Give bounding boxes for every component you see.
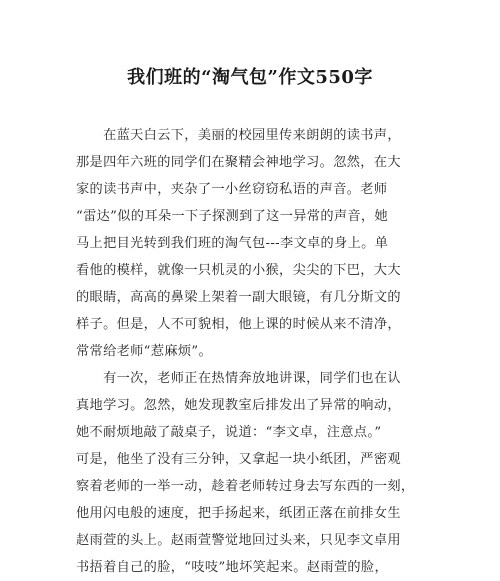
body-line: 看他的模样，就像一只机灵的小猴，尖尖的下巴，大大 [76, 263, 401, 278]
body-line: “雷达”似的耳朵一下子探测到了这一异常的声音，她 [76, 209, 389, 224]
body-line: 样子。但是，人不可貌相，他上课的时候从来不清净， [76, 317, 401, 332]
body-line: 的眼睛，高高的鼻梁上架着一副大眼镜，有几分斯文的 [76, 290, 401, 305]
article-body [76, 122, 416, 581]
body-line: 他用闪电般的速度，把手扬起来，纸团正落在前排女生 [76, 506, 401, 521]
body-line: 常常给老师“惹麻烦”。 [76, 344, 213, 359]
body-line: 在蓝天白云下，美丽的校园里传来朗朗的读书声， [76, 128, 401, 143]
article-title: 我们班的“淘气包”作文550字 [127, 67, 373, 88]
body-line: 马上把目光转到我们班的淘气包---李文卓的身上。单 [76, 236, 389, 251]
body-line: 书捂着自己的脸，“吱吱”地坏笑起来。赵雨萱的脸， [76, 560, 389, 575]
body-line: 真地学习。忽然，她发现教室后排发出了异常的响动， [76, 398, 401, 413]
body-line: 有一次，老师正在热情奔放地讲课，同学们也在认 [76, 371, 401, 386]
body-line: 她不耐烦地敲了敲桌子，说道：“李文卓，注意点。” [76, 425, 382, 440]
body-line: 那是四年六班的同学们在聚精会神地学习。忽然，在大 [76, 155, 401, 170]
body-line: 可是，他坐了没有三分钟，又拿起一块小纸团，严密观 [76, 452, 401, 467]
body-line: 赵雨萱的头上。赵雨萱警觉地回过头来，只见李文卓用 [76, 533, 401, 548]
body-line: 察着老师的一举一动，趁着老师转过身去写东西的一刻， [76, 479, 415, 494]
body-line: 家的读书声中，夹杂了一小丝窃窃私语的声音。老师 [76, 182, 388, 197]
